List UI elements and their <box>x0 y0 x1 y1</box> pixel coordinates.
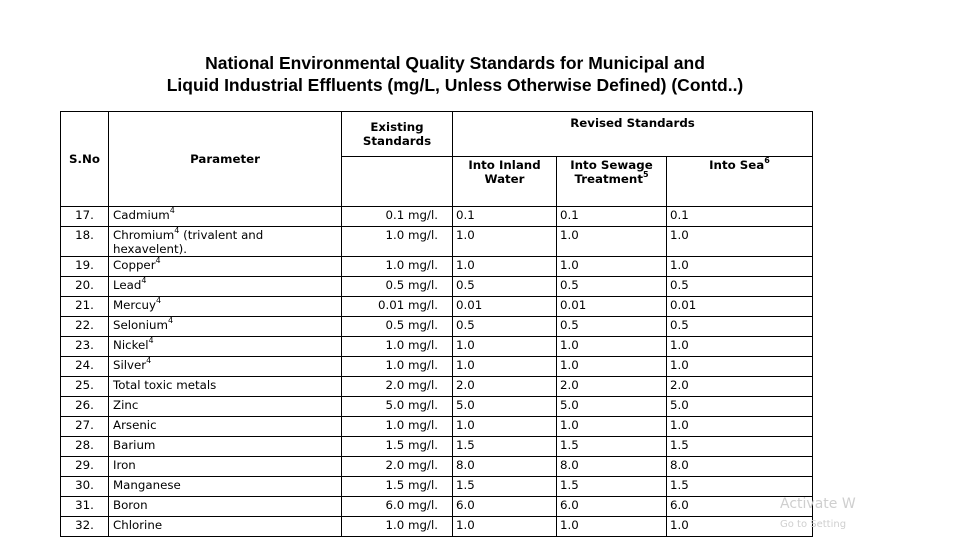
cell-into-inland-water: 6.0 <box>453 497 557 517</box>
cell-into-sewage-treatment: 1.0 <box>557 517 667 537</box>
parameter-name: Silver <box>113 358 147 372</box>
cell-existing-standard: 1.0 mg/l. <box>342 227 453 257</box>
cell-sno: 30. <box>61 477 109 497</box>
cell-into-sea: 0.1 <box>667 207 813 227</box>
parameter-name: Iron <box>113 458 136 472</box>
footnote-marker: 4 <box>146 356 152 366</box>
cell-parameter <box>109 417 342 437</box>
table-row <box>61 517 813 537</box>
parameter-name: Lead <box>113 278 142 292</box>
table-row <box>61 257 813 277</box>
footnote-marker: 4 <box>167 316 174 326</box>
header-into-inland-water: Into Inland Water <box>453 157 557 207</box>
table-row <box>61 497 813 517</box>
footnote-marker: 4 <box>155 296 162 306</box>
cell-sno: 18. <box>61 227 109 257</box>
cell-parameter <box>109 477 342 497</box>
cell-into-sewage-treatment: 2.0 <box>557 377 667 397</box>
cell-into-sewage-treatment: 6.0 <box>557 497 667 517</box>
parameter-name: Selonium <box>113 318 168 332</box>
cell-into-sea: 1.0 <box>667 337 813 357</box>
cell-into-sea: 1.0 <box>667 227 813 257</box>
cell-parameter <box>109 207 342 227</box>
cell-into-sewage-treatment: 8.0 <box>557 457 667 477</box>
cell-sno: 31. <box>61 497 109 517</box>
cell-into-inland-water: 2.0 <box>453 377 557 397</box>
cell-into-inland-water: 1.0 <box>453 227 557 257</box>
cell-into-sea: 1.0 <box>667 257 813 277</box>
cell-existing-standard: 1.0 mg/l. <box>342 257 453 277</box>
table-row <box>61 437 813 457</box>
cell-into-inland-water: 0.5 <box>453 277 557 297</box>
cell-sno: 19. <box>61 257 109 277</box>
cell-sno: 17. <box>61 207 109 227</box>
cell-existing-standard: 0.1 mg/l. <box>342 207 453 227</box>
cell-into-inland-water: 1.0 <box>453 417 557 437</box>
cell-existing-standard: 1.0 mg/l. <box>342 357 453 377</box>
table-row <box>61 357 813 377</box>
cell-into-sewage-treatment: 1.0 <box>557 227 667 257</box>
parameter-name: Copper <box>113 258 156 272</box>
footnote-marker: 4 <box>169 206 175 216</box>
header-into-sewage-treatment <box>557 157 667 207</box>
table-row <box>61 317 813 337</box>
cell-existing-standard: 1.0 mg/l. <box>342 337 453 357</box>
table-row <box>61 417 813 437</box>
cell-parameter <box>109 277 342 297</box>
cell-into-sewage-treatment: 1.0 <box>557 417 667 437</box>
footnote-marker: 4 <box>148 336 154 346</box>
cell-into-sewage-treatment: 1.5 <box>557 437 667 457</box>
cell-parameter <box>109 437 342 457</box>
standards-table <box>60 111 813 537</box>
cell-sno: 29. <box>61 457 109 477</box>
table-row <box>61 207 813 227</box>
footnote-marker: 5 <box>642 170 649 180</box>
cell-into-inland-water: 1.5 <box>453 437 557 457</box>
parameter-name: Nickel <box>113 338 149 352</box>
cell-into-inland-water: 1.0 <box>453 517 557 537</box>
cell-existing-standard: 5.0 mg/l. <box>342 397 453 417</box>
header-existing-empty <box>342 157 453 207</box>
parameter-qualifier: (trivalent and hexavelent). <box>113 228 264 256</box>
cell-sno: 20. <box>61 277 109 297</box>
header-into-sewage-treatment-label: Into Sewage Treatment <box>570 158 653 186</box>
parameter-name: Mercuy <box>113 298 156 312</box>
cell-existing-standard: 2.0 mg/l. <box>342 377 453 397</box>
cell-sno: 22. <box>61 317 109 337</box>
cell-into-sewage-treatment: 0.01 <box>557 297 667 317</box>
table-body <box>61 207 813 537</box>
cell-into-inland-water: 0.5 <box>453 317 557 337</box>
cell-into-sea: 0.5 <box>667 317 813 337</box>
cell-into-inland-water: 0.1 <box>453 207 557 227</box>
table-row <box>61 277 813 297</box>
header-existing-standards: Existing Standards <box>342 112 453 157</box>
cell-into-inland-water: 1.0 <box>453 257 557 277</box>
cell-into-inland-water: 1.5 <box>453 477 557 497</box>
cell-parameter <box>109 377 342 397</box>
cell-sno: 27. <box>61 417 109 437</box>
parameter-name: Total toxic metals <box>113 378 217 392</box>
cell-sno: 25. <box>61 377 109 397</box>
cell-into-sewage-treatment: 0.1 <box>557 207 667 227</box>
cell-into-sea: 5.0 <box>667 397 813 417</box>
parameter-name: Zinc <box>113 398 139 412</box>
cell-existing-standard: 6.0 mg/l. <box>342 497 453 517</box>
parameter-name: Arsenic <box>113 418 157 432</box>
cell-into-sea: 1.0 <box>667 517 813 537</box>
activation-watermark-title: Activate W <box>780 496 856 512</box>
header-sno: S.No <box>61 112 109 207</box>
activation-watermark-subtitle: Go to Setting <box>780 519 847 530</box>
parameter-name: Chromium <box>113 228 175 242</box>
table-row <box>61 337 813 357</box>
cell-existing-standard: 1.0 mg/l. <box>342 417 453 437</box>
cell-into-inland-water: 8.0 <box>453 457 557 477</box>
cell-into-sea: 1.0 <box>667 357 813 377</box>
cell-parameter <box>109 397 342 417</box>
cell-existing-standard: 1.5 mg/l. <box>342 437 453 457</box>
table-row <box>61 227 813 257</box>
cell-into-sewage-treatment: 0.5 <box>557 317 667 337</box>
cell-parameter <box>109 227 342 257</box>
cell-into-sea: 8.0 <box>667 457 813 477</box>
parameter-name: Barium <box>113 438 156 452</box>
table-row <box>61 397 813 417</box>
footnote-marker: 4 <box>174 226 180 236</box>
cell-existing-standard: 1.5 mg/l. <box>342 477 453 497</box>
cell-into-sewage-treatment: 5.0 <box>557 397 667 417</box>
cell-into-sea: 0.01 <box>667 297 813 317</box>
cell-into-inland-water: 1.0 <box>453 337 557 357</box>
cell-sno: 28. <box>61 437 109 457</box>
cell-existing-standard: 2.0 mg/l. <box>342 457 453 477</box>
cell-sno: 32. <box>61 517 109 537</box>
parameter-name: Boron <box>113 498 148 512</box>
cell-existing-standard: 1.0 mg/l. <box>342 517 453 537</box>
cell-parameter <box>109 337 342 357</box>
cell-existing-standard: 0.5 mg/l. <box>342 277 453 297</box>
header-into-sea-label: Into Sea <box>709 158 765 172</box>
cell-into-sewage-treatment: 0.5 <box>557 277 667 297</box>
cell-into-sea: 1.5 <box>667 437 813 457</box>
cell-existing-standard: 0.01 mg/l. <box>342 297 453 317</box>
parameter-name: Cadmium <box>113 208 170 222</box>
cell-into-sewage-treatment: 1.0 <box>557 357 667 377</box>
parameter-name: Manganese <box>113 478 181 492</box>
cell-parameter <box>109 517 342 537</box>
header-into-sea <box>667 157 813 207</box>
cell-into-inland-water: 5.0 <box>453 397 557 417</box>
cell-existing-standard: 0.5 mg/l. <box>342 317 453 337</box>
parameter-name: Chlorine <box>113 518 163 532</box>
cell-sno: 23. <box>61 337 109 357</box>
cell-sno: 21. <box>61 297 109 317</box>
cell-sno: 24. <box>61 357 109 377</box>
cell-into-sea: 2.0 <box>667 377 813 397</box>
cell-into-sea: 1.5 <box>667 477 813 497</box>
table-row <box>61 477 813 497</box>
cell-into-sewage-treatment: 1.0 <box>557 257 667 277</box>
cell-into-sea: 6.0 <box>667 497 813 517</box>
header-parameter: Parameter <box>109 112 342 207</box>
footnote-marker: 4 <box>141 276 147 286</box>
cell-parameter <box>109 317 342 337</box>
cell-sno: 26. <box>61 397 109 417</box>
document-title-line-2: Liquid Industrial Effluents (mg/L, Unless Otherwise Defined) (Contd..) <box>166 75 744 95</box>
cell-into-inland-water: 0.01 <box>453 297 557 317</box>
footnote-marker: 4 <box>155 256 161 266</box>
cell-parameter <box>109 497 342 517</box>
document-title-line-1: National Environmental Quality Standards for Municipal and <box>205 53 705 73</box>
header-revised-standards: Revised Standards <box>453 112 813 157</box>
cell-parameter <box>109 297 342 317</box>
cell-into-sea: 0.5 <box>667 277 813 297</box>
table-row <box>61 297 813 317</box>
cell-parameter <box>109 357 342 377</box>
cell-into-inland-water: 1.0 <box>453 357 557 377</box>
cell-into-sea: 1.0 <box>667 417 813 437</box>
table-row <box>61 457 813 477</box>
cell-into-sewage-treatment: 1.0 <box>557 337 667 357</box>
footnote-marker: 6 <box>764 156 770 166</box>
cell-into-sewage-treatment: 1.5 <box>557 477 667 497</box>
cell-parameter <box>109 457 342 477</box>
cell-parameter <box>109 257 342 277</box>
table-row <box>61 377 813 397</box>
